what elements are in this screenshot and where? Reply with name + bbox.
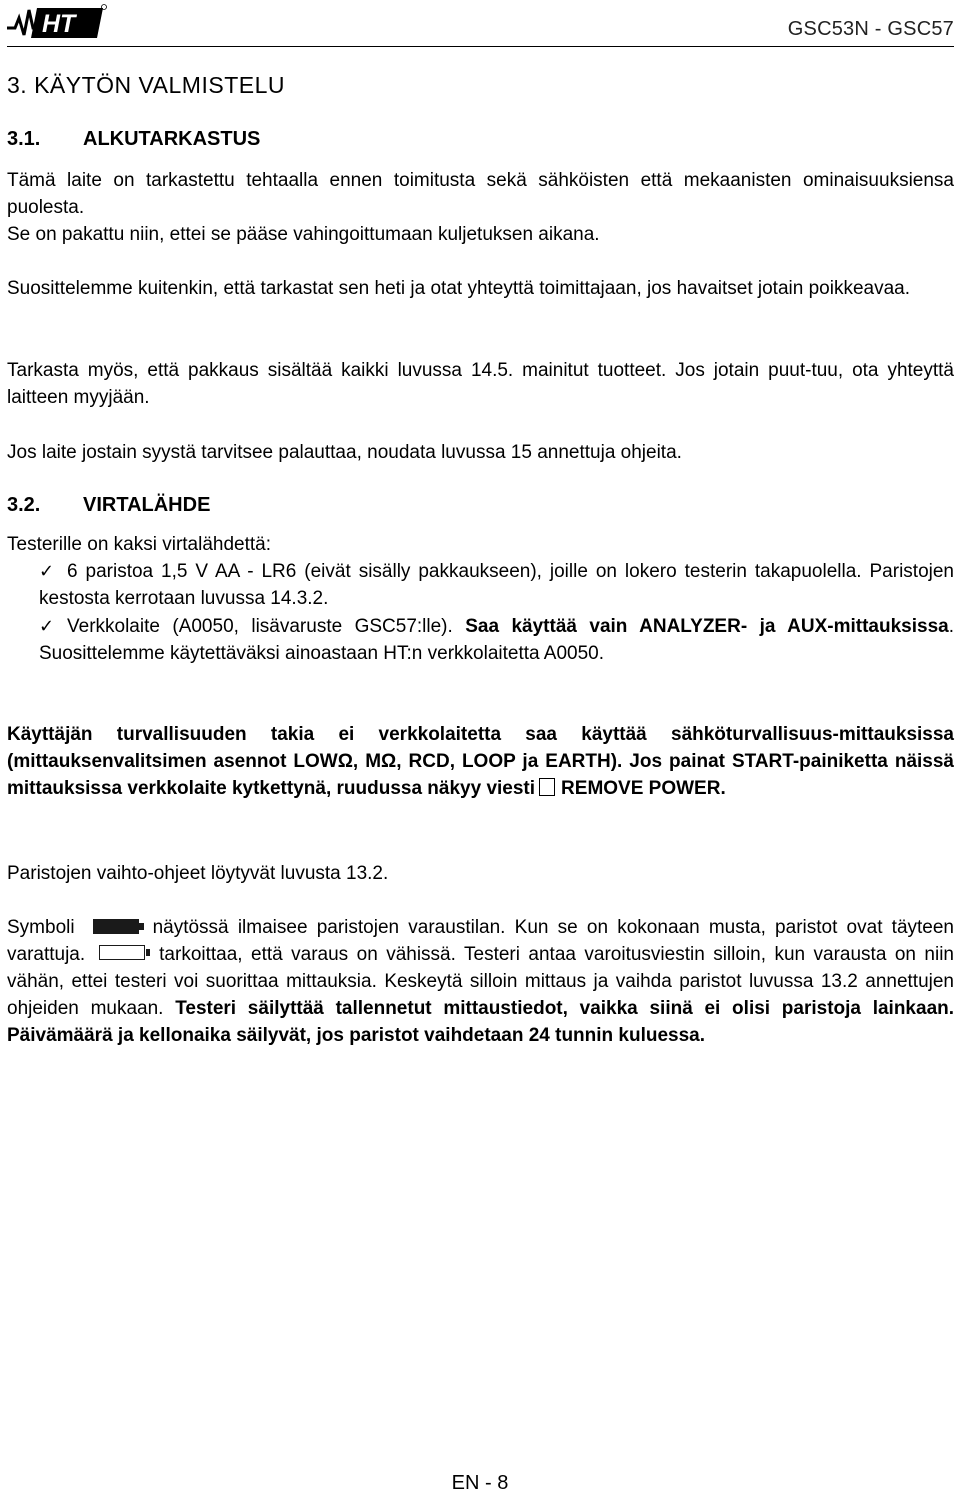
svg-text:HT: HT: [42, 10, 76, 38]
section-number: 3.2.: [7, 494, 41, 516]
bullet-adapter-text-end: . Suosittelemme käytettäväksi ainoastaan HT:n verkkolaitetta A0050.: [39, 616, 954, 664]
paragraph-safety-warning: [7, 721, 954, 802]
section-heading-3-2: [7, 494, 210, 517]
warning-message: REMOVE POWER.: [561, 778, 726, 799]
page-number: EN - 8: [451, 1472, 509, 1494]
section-title: VIRTALÄHDE: [83, 494, 211, 516]
symbol-description: näytössä ilmaisee paristojen varaustilan. Kun se on kokonaan musta, paristot ovat täyteen varattuja.: [7, 917, 954, 965]
low-battery-description: tarkoittaa, että varaus on vähissä. Testeri antaa varoitusviestin silloin, kun varausta on niin vähän, ettei testeri voi suorittaa mittauksia. Keskeytä silloin mittaus ja vaihda paristot luvussa 13.2 annettujen ohjeiden mukaan.: [7, 944, 954, 1019]
bullet-adapter-text: Verkkolaite (A0050, lisävaruste GSC57:lle).: [67, 616, 466, 637]
symbol-label: Symboli: [7, 917, 75, 938]
section-number: 3.1.: [7, 128, 41, 150]
checkmark-icon: ✓: [39, 561, 55, 581]
paragraph-recommendation: Suosittelemme kuitenkin, että tarkastat sen heti ja otat yhteyttä toimittajaan, jos havaitset jotain poikkeavaa.: [7, 278, 910, 299]
paragraph-inspection: Tämä laite on tarkastettu tehtaalla ennen toimitusta sekä sähköisten että mekaanisten ominaisuuksiensa puolesta.: [7, 170, 954, 218]
page-header: [7, 0, 954, 47]
section-heading-3-1: [7, 128, 260, 151]
paragraph-battery-change: Paristojen vaihto-ohjeet löytyvät luvusta 13.2.: [7, 863, 389, 884]
paragraph-packaging: Se on pakattu niin, ettei se pääse vahingoittumaan kuljetuksen aikana.: [7, 224, 600, 245]
chapter-title: 3. KÄYTÖN VALMISTELU: [7, 72, 285, 98]
list-item: [39, 558, 954, 612]
warning-text: Käyttäjän turvallisuuden takia ei verkkolaitetta saa käyttää sähköturvallisuus-mittauksissa (mittauksenvalitsimen asennot LOWΩ, MΩ, RCD, LOOP ja EARTH). Jos painat START-painiketta näissä mittauksissa verkkolaite kytkettynä, ruudussa näkyy viesti: [7, 724, 954, 799]
memory-note: Testeri säilyttää tallennetut mittaustiedot, vaikka siinä ei olisi paristoja lainkaan. Päivämäärä ja kellonaika säilyvät, jos paristot vaihdetaan 24 tunnin kuluessa.: [7, 998, 955, 1046]
paragraph-power-intro: Testerille on kaksi virtalähdettä:: [7, 534, 272, 555]
bullet-batteries-text: 6 paristoa 1,5 V AA - LR6 (eivät sisälly pakkaukseen), joille on lokero testerin takapuolella. Paristojen kestosta kerrotaan luvussa 14.3.2.: [39, 561, 954, 609]
list-item: [39, 613, 954, 667]
model-label: GSC53N - GSC57: [787, 18, 954, 40]
battery-empty-icon: [99, 945, 145, 960]
checkmark-icon: ✓: [39, 616, 55, 636]
battery-full-icon: [93, 919, 139, 934]
document-page: [7, 0, 955, 1046]
paragraph-contents: Tarkasta myös, että pakkaus sisältää kaikki luvussa 14.5. mainitut tuotteet. Jos jotain puut-tuu, ota yhteyttä laitteen myyjään.: [7, 360, 954, 408]
paragraph-battery-symbol: [7, 914, 954, 1049]
paragraph-return: Jos laite jostain syystä tarvitsee palauttaa, noudata luvussa 15 annettuja ohjeita.: [7, 442, 682, 463]
missing-glyph-icon: [539, 778, 555, 796]
bullet-adapter-bold: Saa käyttää vain ANALYZER- ja AUX-mittauksissa: [465, 616, 949, 637]
ht-logo: [7, 2, 107, 40]
section-title: ALKUTARKASTUS: [83, 128, 261, 150]
